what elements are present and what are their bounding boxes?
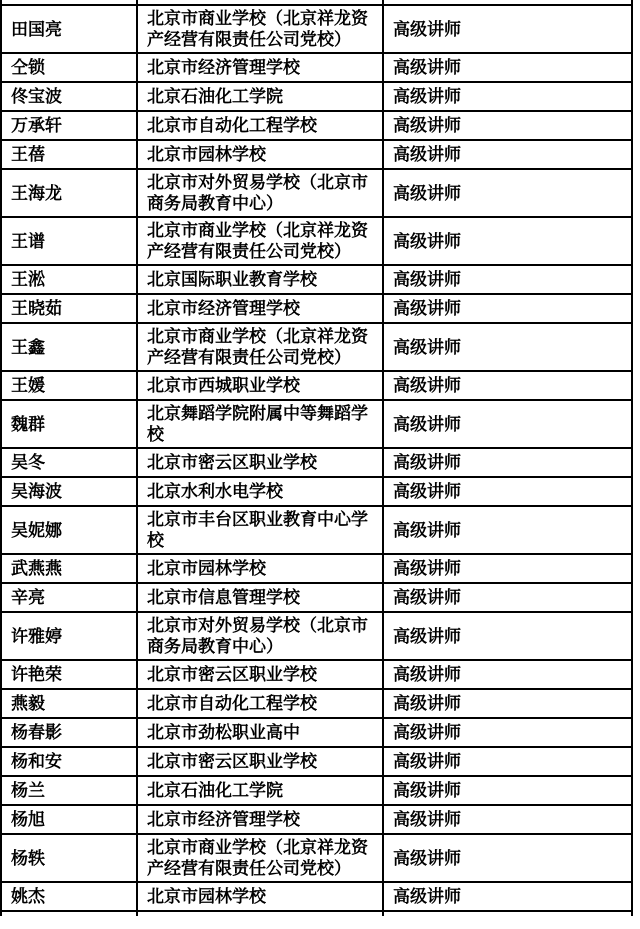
cell-name: 姚杰 — [1, 882, 137, 911]
cell-title: 高级讲师 — [383, 776, 632, 805]
cell-school: 北京市经济管理学校 — [137, 805, 383, 834]
cell-school: 北京市密云区职业学校 — [137, 448, 383, 477]
cell-title: 高级讲师 — [383, 554, 632, 583]
cell-name: 万承轩 — [1, 111, 137, 140]
cell-name: 田国亮 — [1, 5, 137, 53]
table-row — [1, 776, 632, 805]
cell-school: 北京石油化工学院 — [137, 82, 383, 111]
table-row — [1, 660, 632, 689]
cell-name: 王淞 — [1, 265, 137, 294]
table-row — [1, 834, 632, 882]
partial-cell — [137, 911, 383, 916]
cell-name: 杨旭 — [1, 805, 137, 834]
cell-school: 北京市密云区职业学校 — [137, 747, 383, 776]
cell-name: 王蓓 — [1, 140, 137, 169]
table-body — [1, 0, 632, 916]
cell-name: 佟宝波 — [1, 82, 137, 111]
cell-name: 魏群 — [1, 400, 137, 448]
table-row — [1, 400, 632, 448]
table-row — [1, 217, 632, 265]
cell-school: 北京市信息管理学校 — [137, 583, 383, 612]
cell-title: 高级讲师 — [383, 660, 632, 689]
cell-title: 高级讲师 — [383, 53, 632, 82]
cell-school: 北京市自动化工程学校 — [137, 689, 383, 718]
cell-school: 北京舞蹈学院附属中等舞蹈学校 — [137, 400, 383, 448]
cell-title: 高级讲师 — [383, 448, 632, 477]
cell-title: 高级讲师 — [383, 805, 632, 834]
table-row — [1, 448, 632, 477]
partial-cell — [1, 911, 137, 916]
cell-title: 高级讲师 — [383, 506, 632, 554]
table-row — [1, 718, 632, 747]
cell-name: 吴妮娜 — [1, 506, 137, 554]
cell-name: 吴海波 — [1, 477, 137, 506]
table-row — [1, 747, 632, 776]
cell-school: 北京市园林学校 — [137, 140, 383, 169]
cell-title: 高级讲师 — [383, 882, 632, 911]
cell-school: 北京市对外贸易学校（北京市商务局教育中心） — [137, 612, 383, 660]
partial-row-bottom — [1, 911, 632, 916]
cell-name: 仝锁 — [1, 53, 137, 82]
cell-name: 燕毅 — [1, 689, 137, 718]
cell-name: 王媛 — [1, 371, 137, 400]
table-row — [1, 140, 632, 169]
table-row — [1, 689, 632, 718]
table-row — [1, 169, 632, 217]
cell-title: 高级讲师 — [383, 111, 632, 140]
cell-school: 北京市商业学校（北京祥龙资产经营有限责任公司党校） — [137, 323, 383, 371]
table-row — [1, 5, 632, 53]
cell-title: 高级讲师 — [383, 612, 632, 660]
cell-title: 高级讲师 — [383, 477, 632, 506]
cell-title: 高级讲师 — [383, 82, 632, 111]
partial-cell — [383, 911, 632, 916]
cell-name: 王晓茹 — [1, 294, 137, 323]
cell-school: 北京市西城职业学校 — [137, 371, 383, 400]
cell-name: 武燕燕 — [1, 554, 137, 583]
cell-school: 北京国际职业教育学校 — [137, 265, 383, 294]
cell-name: 许雅婷 — [1, 612, 137, 660]
cell-school: 北京市对外贸易学校（北京市商务局教育中心） — [137, 169, 383, 217]
table-row — [1, 265, 632, 294]
table-row — [1, 805, 632, 834]
table-row — [1, 53, 632, 82]
cell-name: 吴冬 — [1, 448, 137, 477]
cell-name: 杨兰 — [1, 776, 137, 805]
cell-title: 高级讲师 — [383, 718, 632, 747]
table-row — [1, 506, 632, 554]
cell-name: 杨和安 — [1, 747, 137, 776]
table-row — [1, 477, 632, 506]
table-row — [1, 554, 632, 583]
cell-school: 北京石油化工学院 — [137, 776, 383, 805]
cell-school: 北京市经济管理学校 — [137, 53, 383, 82]
cell-name: 杨春影 — [1, 718, 137, 747]
cell-name: 王鑫 — [1, 323, 137, 371]
cell-school: 北京市园林学校 — [137, 554, 383, 583]
cell-school: 北京市密云区职业学校 — [137, 660, 383, 689]
cell-school: 北京市自动化工程学校 — [137, 111, 383, 140]
cell-title: 高级讲师 — [383, 5, 632, 53]
cell-title: 高级讲师 — [383, 294, 632, 323]
cell-title: 高级讲师 — [383, 323, 632, 371]
cell-name: 杨轶 — [1, 834, 137, 882]
cell-name: 王谱 — [1, 217, 137, 265]
cell-title: 高级讲师 — [383, 689, 632, 718]
cell-title: 高级讲师 — [383, 217, 632, 265]
cell-name: 辛亮 — [1, 583, 137, 612]
table-row — [1, 882, 632, 911]
cell-name: 王海龙 — [1, 169, 137, 217]
table-row — [1, 583, 632, 612]
table-row — [1, 323, 632, 371]
table-row — [1, 82, 632, 111]
cell-school: 北京市商业学校（北京祥龙资产经营有限责任公司党校） — [137, 217, 383, 265]
table-row — [1, 371, 632, 400]
table-row — [1, 111, 632, 140]
cell-school: 北京市商业学校（北京祥龙资产经营有限责任公司党校） — [137, 5, 383, 53]
cell-title: 高级讲师 — [383, 834, 632, 882]
table-row — [1, 612, 632, 660]
cell-school: 北京市丰台区职业教育中心学校 — [137, 506, 383, 554]
cell-name: 许艳荣 — [1, 660, 137, 689]
cell-title: 高级讲师 — [383, 747, 632, 776]
cell-title: 高级讲师 — [383, 400, 632, 448]
cell-title: 高级讲师 — [383, 371, 632, 400]
cell-title: 高级讲师 — [383, 265, 632, 294]
cell-school: 北京水利水电学校 — [137, 477, 383, 506]
cell-school: 北京市劲松职业高中 — [137, 718, 383, 747]
cell-title: 高级讲师 — [383, 140, 632, 169]
cell-title: 高级讲师 — [383, 583, 632, 612]
cell-school: 北京市园林学校 — [137, 882, 383, 911]
table-row — [1, 294, 632, 323]
cell-school: 北京市商业学校（北京祥龙资产经营有限责任公司党校） — [137, 834, 383, 882]
cell-title: 高级讲师 — [383, 169, 632, 217]
cell-school: 北京市经济管理学校 — [137, 294, 383, 323]
